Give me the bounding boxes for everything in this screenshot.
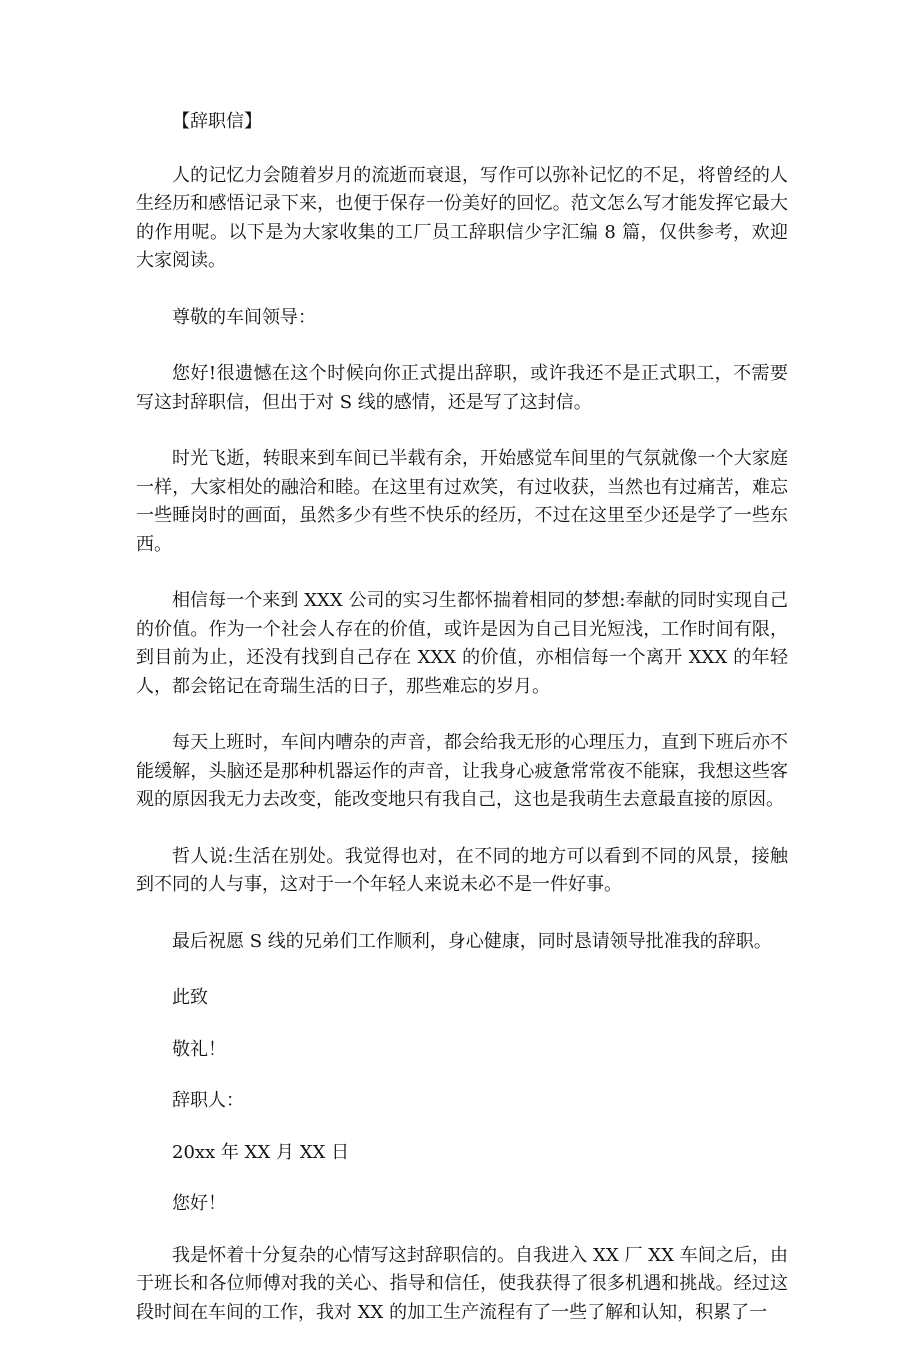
body-paragraph: 每天上班时，车间内嘈杂的声音，都会给我无形的心理压力，直到下班后亦不能缓解，头脑还是那种机器运作的声音，让我身心疲惫常常夜不能寐，我想这些客观的原因我无力去改变，能改变地只有我自己，这也是我萌生去意最直接的原因。 <box>136 732 788 810</box>
body-paragraph: 哲人说:生活在别处。我觉得也对，在不同的地方可以看到不同的风景，接触到不同的人与事，这对于一个年轻人来说未必不是一件好事。 <box>136 845 788 895</box>
salutation: 尊敬的车间领导： <box>172 306 316 328</box>
signature-line: 辞职人： <box>172 1090 244 1111</box>
date-line: 20xx 年 XX 月 XX 日 <box>172 1141 350 1163</box>
second-greeting: 您好！ <box>172 1193 226 1214</box>
letter-body <box>136 108 788 1355</box>
body-paragraph: 您好!很遗憾在这个时候向你正式提出辞职，或许我还不是正式职工，不需要写这封辞职信，但出于对 S 线的感情，还是写了这封信。 <box>136 363 788 413</box>
closing-regards: 敬礼！ <box>172 1038 226 1060</box>
intro-paragraph: 人的记忆力会随着岁月的流逝而衰退，写作可以弥补记忆的不足，将曾经的人生经历和感悟记录下来，也便于保存一份美好的回忆。范文怎么写才能发挥它最大的作用呢。以下是为大家收集的工厂员工辞职信少字汇编 8 篇，仅供参考，欢迎大家阅读。 <box>136 164 788 271</box>
body-paragraph: 时光飞逝，转眼来到车间已半载有余，开始感觉车间里的气氛就像一个大家庭一样，大家相处的融洽和睦。在这里有过欢笑，有过收获，当然也有过痛苦，难忘一些睡岗时的画面，虽然多少有些不快乐的经历，不过在这里至少还是学了一些东西。 <box>136 448 788 555</box>
closing-line: 此致 <box>172 987 208 1008</box>
document-heading: 【辞职信】 <box>172 111 262 132</box>
final-paragraph: 我是怀着十分复杂的心情写这封辞职信的。自我进入 XX 厂 XX 车间之后，由于班长和各位师傅对我的关心、指导和信任，使我获得了很多机遇和挑战。经过这段时间在车间的工作，我对 XX 的加工生产流程有了一些了解和认知，积累了一 <box>136 1244 788 1323</box>
body-paragraph: 最后祝愿 S 线的兄弟们工作顺利，身心健康，同时恳请领导批准我的辞职。 <box>172 930 772 952</box>
body-paragraph: 相信每一个来到 XXX 公司的实习生都怀揣着相同的梦想:奉献的同时实现自己的价值。作为一个社会人存在的价值，或许是因为自己目光短浅，工作时间有限，到目前为止，还没有找到自己存在 XXX 的价值，亦相信每一个离开 XXX 的年轻人，都会铭记在奇瑞生活的日子，那些难忘的岁月。 <box>136 590 788 697</box>
